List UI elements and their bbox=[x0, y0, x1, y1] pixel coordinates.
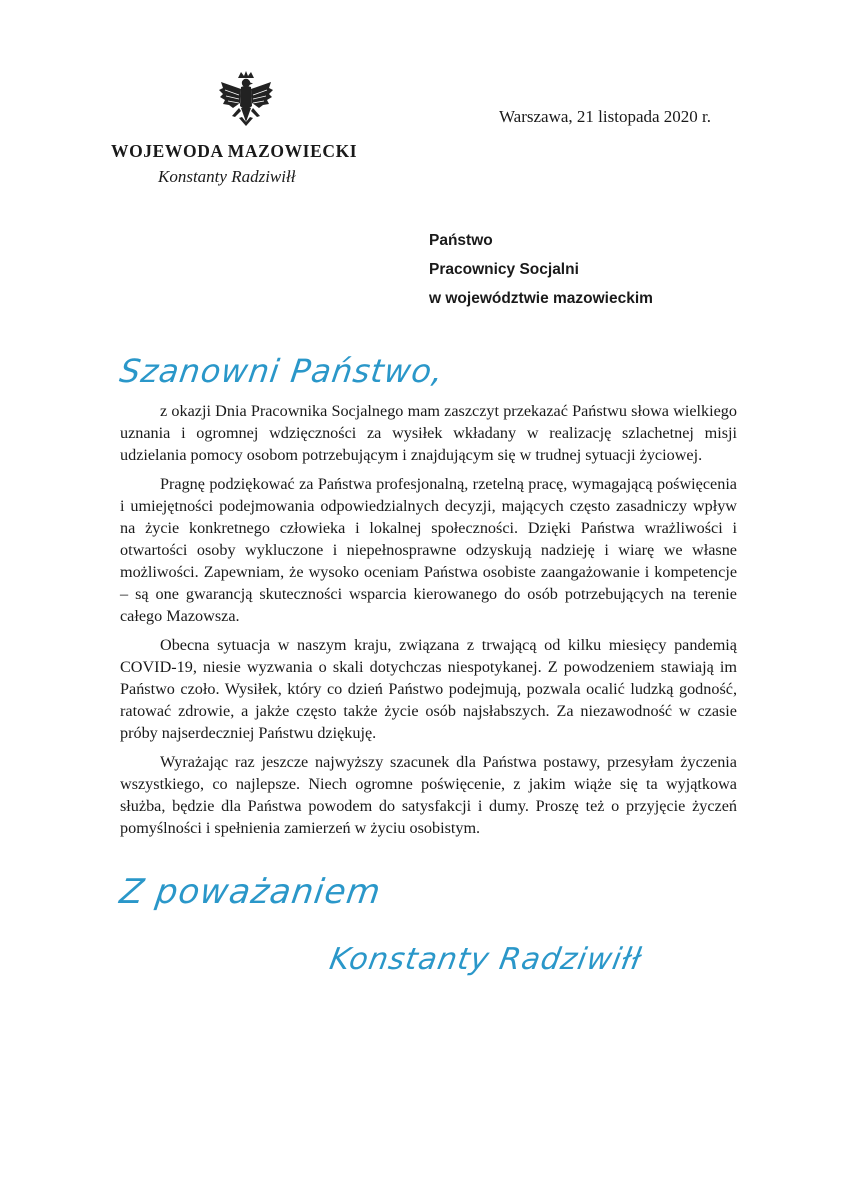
polish-eagle-emblem-icon bbox=[217, 70, 275, 132]
body-paragraph: Pragnę podziękować za Państwa profesjonalną, rzetelną pracę, wymagającą poświęcenia i umiejętności podejmowania odpowiedzialnych decyzji, mających często zasadniczy wpływ na życie konkretnego człowieka i lokalnej społeczności. Dzięki Państwa wrażliwości i otwartości osoby wykluczone i niepełnosprawne odzyskują nadzieję i wiarę we własne możliwości. Zapewniam, że wysoko oceniam Państwa osobiste zaangażowanie i kompetencje – są one gwarancją skuteczności wsparcia kierowanego do osób potrzebujących na terenie całego Mazowsza. bbox=[120, 475, 737, 625]
body-paragraph: Obecna sytuacja w naszym kraju, związana z trwającą od kilku miesięcy pandemią COVID-19, niesie wyzwania o skali dotychczas niespotykanej. Z powodzeniem stawiają im Państwo czoło. Wysiłek, który co dzień Państwo podejmują, pozwala ocalić ludzką godność, ratować zdrowie, a jakże często także życie osób najsłabszych. Za niezawodność w czasie próby najserdeczniej Państwu dziękuję. bbox=[120, 636, 737, 742]
handwritten-closing: Z poważaniem bbox=[117, 872, 384, 912]
office-title: WOJEWODA MAZOWIECKI bbox=[111, 141, 358, 161]
recipient-line: Państwo bbox=[429, 232, 493, 249]
recipient-line: w województwie mazowieckim bbox=[429, 290, 653, 307]
handwritten-salutation: Szanowni Państwo, bbox=[117, 352, 447, 390]
letter-body bbox=[120, 400, 737, 846]
place-and-date: Warszawa, 21 listopada 2020 r. bbox=[499, 107, 712, 126]
office-holder-name: Konstanty Radziwiłł bbox=[158, 167, 296, 186]
handwritten-signature: Konstanty Radziwiłł bbox=[326, 942, 645, 977]
recipient-line: Pracownicy Socjalni bbox=[429, 261, 579, 278]
recipient-block bbox=[429, 226, 653, 313]
body-paragraph: Wyrażając raz jeszcze najwyższy szacunek dla Państwa postawy, przesyłam życzenia wszystkiego, co najlepsze. Niech ogromne poświęcenie, z jakim wiąże się ta wyjątkowa służba, będzie dla Państwa powodem do satysfakcji i dumy. Proszę też o przyjęcie życzeń pomyślności i spełnienia zamierzeń w życiu osobistym. bbox=[120, 753, 737, 837]
body-paragraph: z okazji Dnia Pracownika Socjalnego mam zaszczyt przekazać Państwu słowa wielkiego uznania i ogromnej wdzięczności za wysiłek wkładany w realizację szlachetnej misji udzielania pomocy osobom potrzebującym i znajdującym się w trudnej sytuacji życiowej. bbox=[120, 402, 737, 464]
